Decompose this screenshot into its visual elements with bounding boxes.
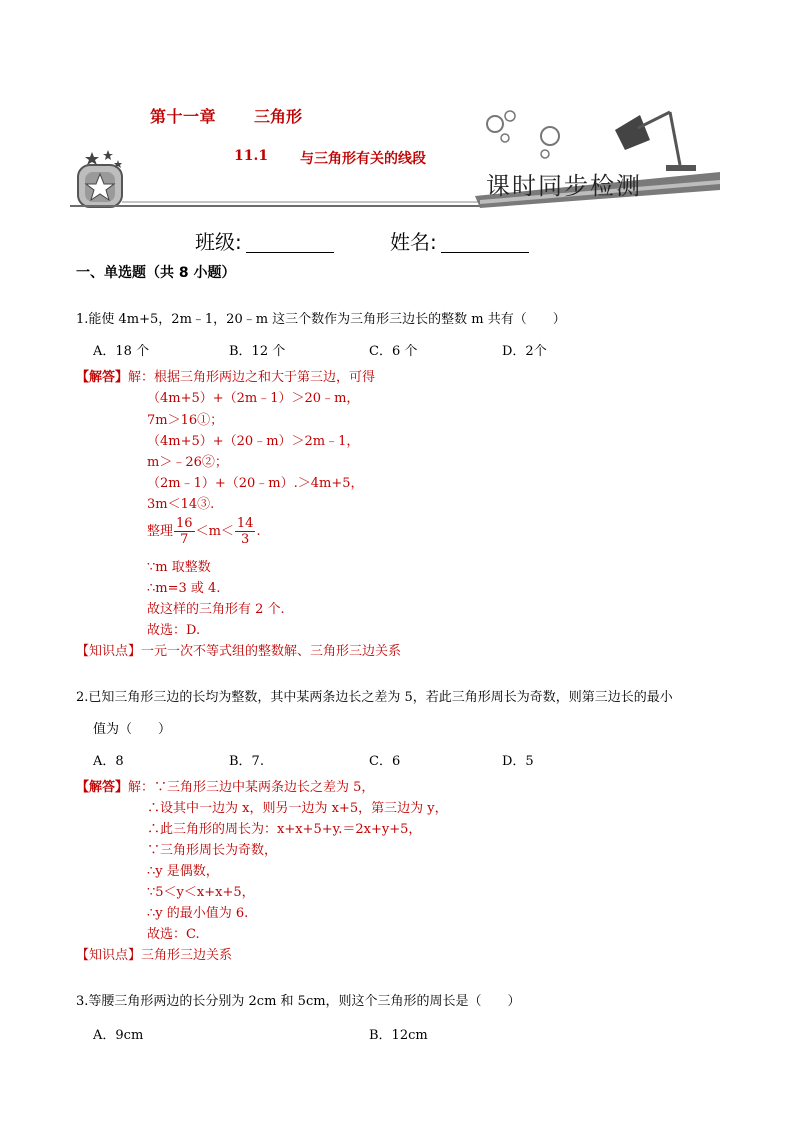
q3-stem: 3.等腰三角形两边的长分别为 2cm 和 5cm，则这个三角形的周长是（ ） — [76, 994, 521, 1009]
q1-fraction-lower — [174, 516, 195, 547]
q1-step: （4m+5）+（20﹣m）＞2m﹣1， — [147, 434, 360, 449]
q1-answer: 故选：D. — [147, 623, 201, 638]
section-title: 与三角形有关的线段 — [300, 151, 426, 167]
q1-range — [147, 516, 261, 547]
q1-step: 3m＜14③. — [147, 497, 215, 512]
section-heading: 一、单选题（共 8 小题） — [76, 265, 236, 281]
q2-step: ∵5＜y＜x+x+5， — [147, 885, 255, 900]
q1-fraction-upper — [235, 516, 256, 547]
q2-answer: 故选：C. — [147, 927, 200, 942]
q1-step: ∴m=3 或 4. — [147, 581, 221, 596]
q2-step: ∵三角形周长为奇数， — [147, 843, 278, 858]
q2-option-d: D．5 — [502, 754, 534, 769]
q1-step: m＞﹣26②； — [147, 455, 228, 470]
q1-step: 7m＞16①； — [147, 413, 224, 428]
brand-title: 课时同步检测 — [486, 172, 642, 200]
q1-frac1-num: 16 — [176, 516, 193, 531]
q3-option-a: A．9cm — [93, 1028, 144, 1043]
q2-solution-label: 【解答】 — [76, 780, 129, 795]
q1-step: 故这样的三角形有 2 个. — [147, 602, 285, 617]
q1-frac1-den: 7 — [180, 532, 189, 547]
q2-option-a: A．8 — [93, 754, 124, 769]
chapter-name: 三角形 — [254, 107, 303, 126]
q2-solution-first: 解：∵三角形三边中某两条边长之差为 5， — [128, 780, 375, 795]
q2-step: ∴y 的最小值为 6. — [147, 906, 249, 921]
class-field — [195, 226, 334, 255]
chapter-number: 第十一章 — [150, 107, 217, 126]
q1-solution-label: 【解答】 — [76, 370, 129, 385]
q3-option-b: B．12cm — [369, 1028, 428, 1043]
q1-solution-header — [76, 366, 375, 385]
q1-option-a: A．18 个 — [93, 344, 150, 359]
q2-step: ∴此三角形的周长为：x+x+5+y.＝2x+y+5， — [147, 822, 422, 837]
q1-range-mid: ＜m＜ — [195, 524, 234, 539]
q1-frac2-num: 14 — [236, 516, 254, 531]
q2-step: ∴y 是偶数， — [147, 864, 219, 879]
class-blank[interactable] — [246, 232, 334, 253]
q1-frac2-den: 3 — [241, 532, 250, 547]
name-label: 姓名: — [390, 230, 437, 254]
name-field — [390, 226, 529, 255]
q1-option-c: C．6 个 — [369, 344, 418, 359]
q2-step: ∴设其中一边为 x，则另一边为 x+5，第三边为 y， — [147, 801, 448, 816]
q1-step: （4m+5）+（2m﹣1）＞20﹣m， — [147, 391, 360, 406]
q2-solution-header — [76, 776, 374, 795]
q2-knowledge: 【知识点】三角形三边关系 — [76, 948, 233, 963]
q1-step: ∵m 取整数 — [147, 560, 211, 575]
q2-option-c: C．6 — [369, 754, 401, 769]
lamp-icon — [615, 112, 696, 171]
name-blank[interactable] — [441, 232, 529, 253]
q1-solution-first: 解：根据三角形两边之和大于第三边，可得 — [128, 370, 376, 385]
q1-option-b: B．12 个 — [229, 344, 286, 359]
q2-stem-line2: 值为（ ） — [93, 722, 172, 737]
q1-option-d: D．2个 — [502, 344, 547, 359]
star-badge-icon — [78, 150, 122, 207]
q1-range-suffix: . — [256, 524, 261, 539]
q1-stem: 1.能使 4m+5，2m﹣1，20﹣m 这三个数作为三角形三边长的整数 m 共有（ ） — [76, 312, 566, 327]
q2-stem-line1: 2.已知三角形三边的长均为整数，其中某两条边长之差为 5，若此三角形周长为奇数，则第三边长的最小 — [76, 690, 673, 705]
q1-range-prefix: 整理 — [147, 524, 174, 539]
q2-option-b: B．7. — [229, 754, 264, 769]
q1-knowledge: 【知识点】一元一次不等式组的整数解、三角形三边关系 — [76, 644, 402, 659]
class-label: 班级: — [195, 230, 242, 254]
section-number: 11.1 — [234, 148, 269, 164]
q1-step: （2m﹣1）+（20﹣m）.＞4m+5， — [147, 476, 364, 491]
